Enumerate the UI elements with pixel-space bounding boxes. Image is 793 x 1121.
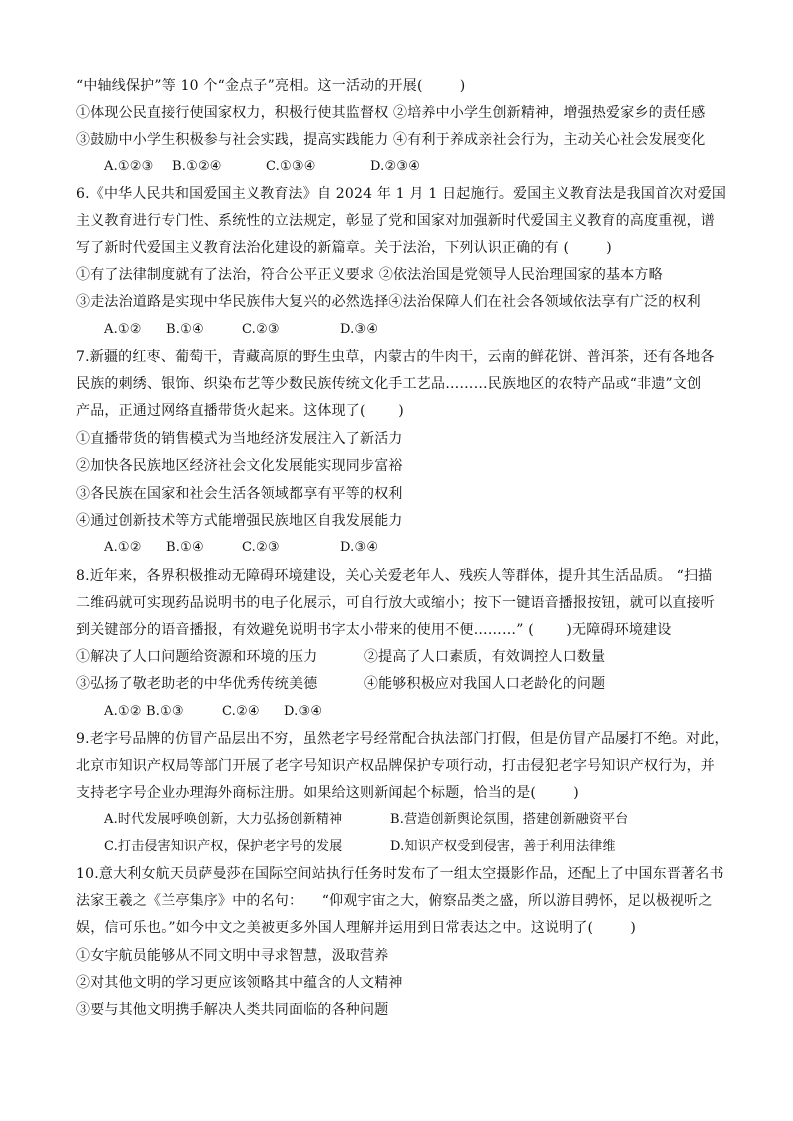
q8-option-c[interactable]: C.②④: [222, 704, 260, 719]
q9-option-c[interactable]: C.打击侵害知识产权，保护老字号的发展: [104, 839, 343, 854]
q9-stem-3: 支持老字号企业办理海外商标注册。如果给这则新闻起个标题，恰当的是( ): [76, 785, 579, 801]
q6-options: [104, 320, 754, 340]
q9-option-b[interactable]: B.营造创新舆论氛围，搭建创新融资平台: [390, 812, 629, 827]
q8-items-1: ①解决了人口问题给资源和环境的压力 ②提高了人口素质，有效调控人口数量: [76, 649, 606, 665]
q9-stem-1: 9.老字号品牌的仿冒产品层出不穷，虽然老字号经常配合执法部门打假，但是仿冒产品屡打不绝。对此，: [76, 731, 729, 747]
q7-stem-3: 产品，正通过网络直播带货火起来。这体现了( ): [76, 403, 404, 419]
q7-option-c[interactable]: C.②③: [242, 540, 280, 555]
q7-stem-1: 7.新疆的红枣、葡萄干，青藏高原的野生虫草，内蒙古的牛肉干，云南的鲜花饼、普洱茶，还有各地各: [76, 349, 715, 365]
q8-stem-1: 8.近年来，各界积极推动无障碍环境建设，关心关爱老年人、残疾人等群体，提升其生活品质。 “扫描: [76, 568, 713, 584]
q9-stem-2: 北京市知识产权局等部门开展了老字号知识产权品牌保护专项行动，打击侵犯老字号知识产权行为，并: [76, 758, 715, 774]
q5-option-a[interactable]: A.①②③: [104, 159, 154, 174]
q8-items-2: ③弘扬了敬老助老的中华优秀传统美德 ④能够积极应对我国人口老龄化的问题: [76, 676, 606, 692]
q8-stem-3: 到关键部分的语音播报，有效避免说明书字太小带来的使用不便………” ( )无障碍环境建设: [76, 622, 672, 638]
q7-item-3: ③各民族在国家和社会生活各领域都享有平等的权利: [76, 486, 403, 502]
q5-items-1: ①体现公民直接行使国家权力，积极行使其监督权 ②培养中小学生创新精神，增强热爱家乡的责任感: [76, 105, 706, 121]
q5-option-c[interactable]: C.①③④: [266, 159, 316, 174]
q9-options-row1: [104, 810, 754, 830]
q8-options: [104, 702, 754, 722]
q7-option-b[interactable]: B.①④: [166, 540, 204, 555]
q10-item-2: ②对其他文明的学习更应该领略其中蕴含的人文精神: [76, 975, 403, 991]
q7-options: [104, 538, 754, 558]
q6-option-d[interactable]: D.③④: [340, 322, 379, 337]
q5-option-b[interactable]: B.①②④: [172, 159, 222, 174]
q5-option-d[interactable]: D.②③④: [370, 159, 421, 174]
q6-stem-3: 写了新时代爱国主义教育法治化建设的新篇章。关于法治，下列认识正确的有 ( ): [76, 240, 612, 256]
q7-item-2: ②加快各民族地区经济社会文化发展能实现同步富裕: [76, 458, 403, 474]
q9-options-row2: [104, 837, 754, 857]
q6-option-a[interactable]: A.①②: [104, 322, 142, 337]
q10-stem-3: 娱，信可乐也。”如今中文之美被更多外国人理解并运用到日常表达之中。这说明了( ): [76, 920, 637, 936]
q7-item-1: ①直播带货的销售模式为当地经济发展注入了新活力: [76, 431, 403, 447]
q9-option-d[interactable]: D.知识产权受到侵害，善于利用法律维: [390, 839, 616, 854]
q6-stem-1: 6.《中华人民共和国爱国主义教育法》自 2024 年 1 月 1 日起施行。爱国主义教育法是我国首次对爱国: [76, 186, 727, 202]
q10-stem-1: 10.意大利女航天员萨曼莎在国际空间站执行任务时发布了一组太空摄影作品，还配上了中国东晋著名书: [76, 866, 724, 882]
q10-item-3: ③要与其他文明携手解决人类共同面临的各种问题: [76, 1002, 389, 1018]
q6-option-b[interactable]: B.①④: [166, 322, 204, 337]
q6-stem-2: 主义教育进行专门性、系统性的立法规定，彰显了党和国家对加强新时代爱国主义教育的高度重视，谱: [76, 213, 715, 229]
q8-option-ab[interactable]: A.①② B.①③: [104, 704, 184, 719]
q7-item-4: ④通过创新技术等方式能增强民族地区自我发展能力: [76, 513, 403, 529]
q6-items-1: ①有了法律制度就有了法治，符合公平正义要求 ②依法治国是党领导人民治理国家的基本方略: [76, 267, 663, 283]
q7-stem-2: 民族的刺绣、银饰、织染布艺等少数民族传统文化手工艺品………民族地区的农特产品或“非遗”文创: [76, 376, 702, 392]
q5-options: [104, 157, 754, 177]
q6-items-2: ③走法治道路是实现中华民族伟大复兴的必然选择④法治保障人们在社会各领域依法享有广泛的权利: [76, 294, 701, 310]
q10-item-1: ①女宇航员能够从不同文明中寻求智慧，汲取营养: [76, 948, 389, 964]
q9-option-a[interactable]: A.时代发展呼唤创新，大力弘扬创新精神: [104, 812, 343, 827]
q5-stem: “中轴线保护”等 10 个“金点子”亮相。这一活动的开展( ): [76, 78, 466, 94]
q8-stem-2: 二维码就可实现药品说明书的电子化展示，可自行放大或缩小；按下一键语音播报按钮，就可以直接听: [76, 595, 715, 611]
q8-option-d[interactable]: D.③④: [284, 704, 323, 719]
q7-option-d[interactable]: D.③④: [340, 540, 379, 555]
q5-items-2: ③鼓励中小学生积极参与社会实践，提高实践能力 ④有利于养成亲社会行为，主动关心社会发展变化: [76, 132, 706, 148]
q6-option-c[interactable]: C.②③: [242, 322, 280, 337]
q10-stem-2: 法家王羲之《兰亭集序》中的名句： “仰观宇宙之大，俯察品类之盛，所以游目骋怀，足以极视听之: [76, 893, 713, 909]
q7-option-a[interactable]: A.①②: [104, 540, 142, 555]
